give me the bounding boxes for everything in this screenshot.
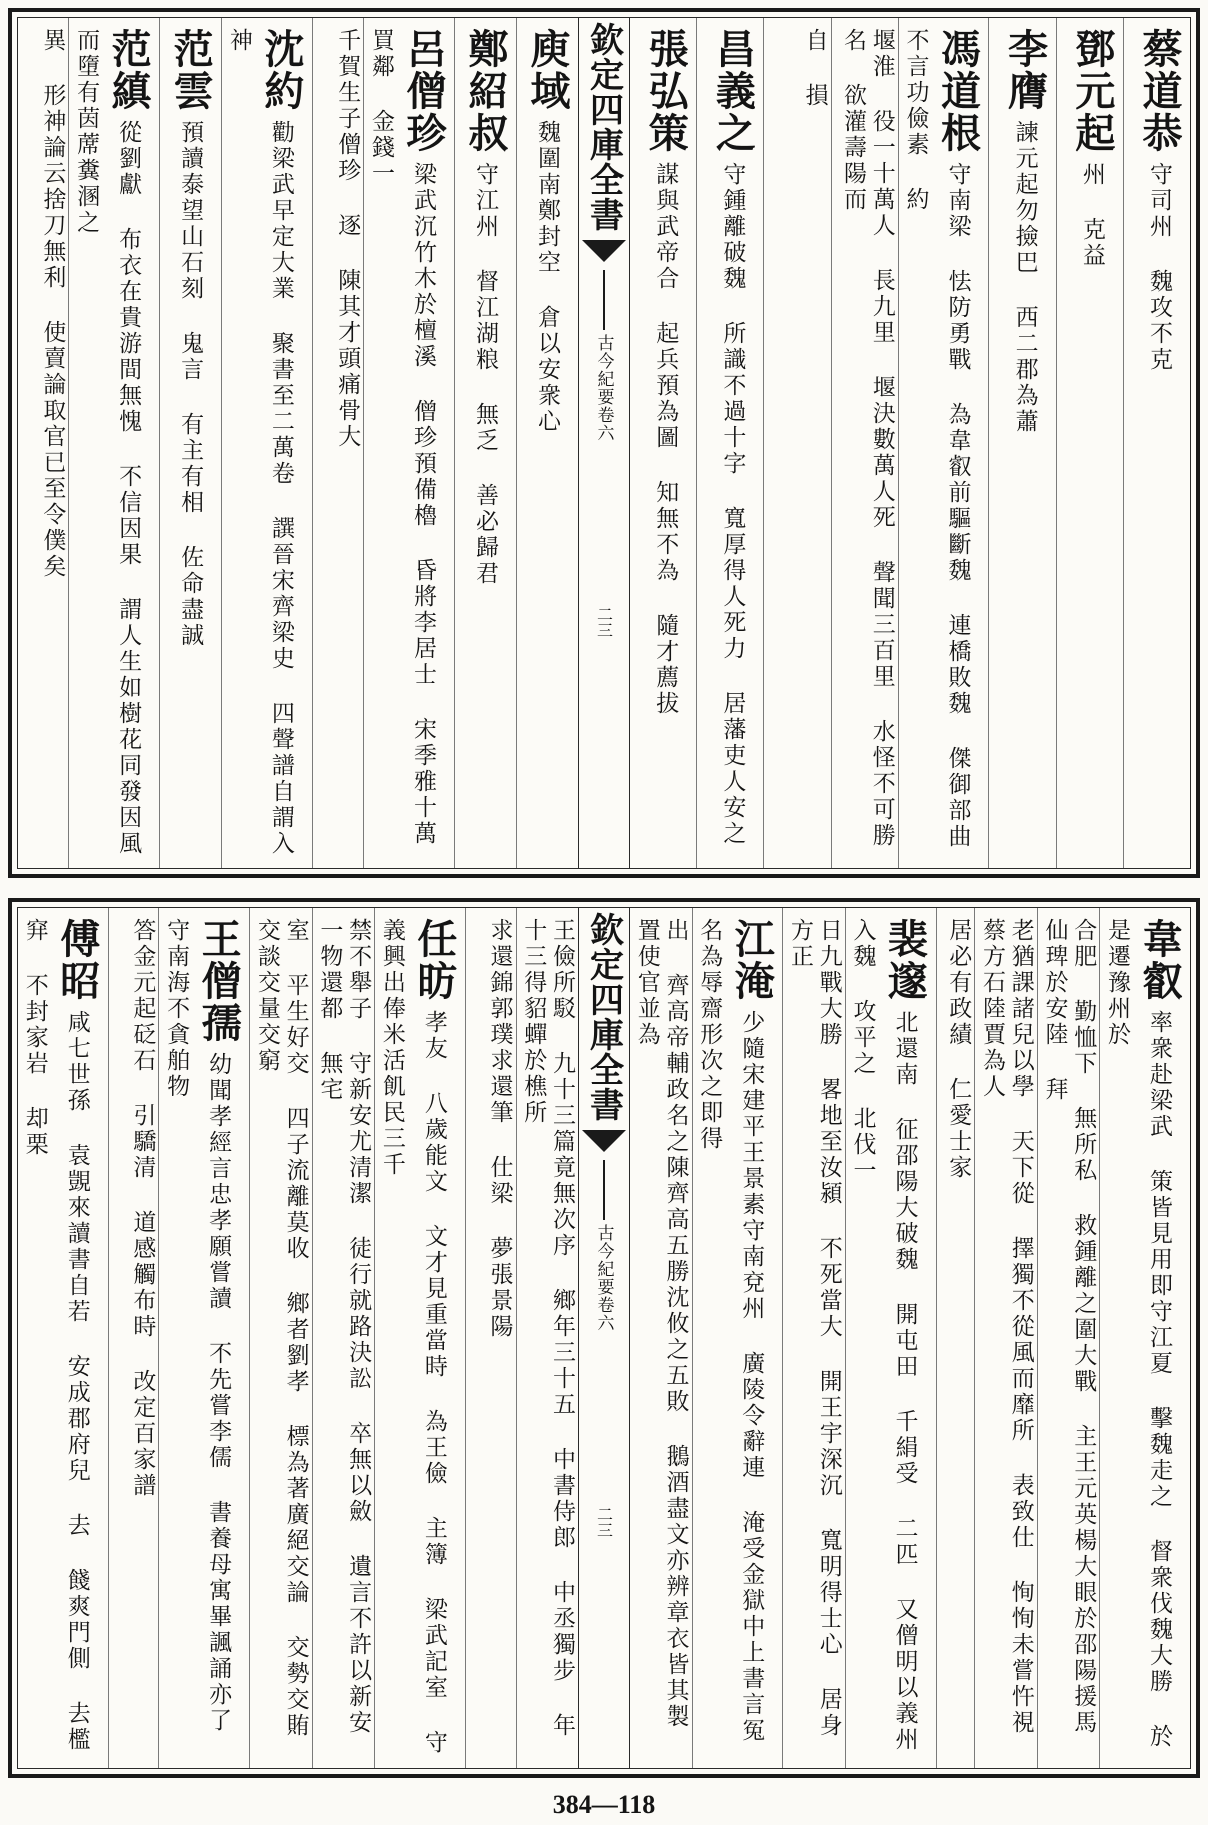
text-column [696,18,763,868]
text-column [312,908,375,1768]
text-column [159,18,221,868]
column-body-text: 梁武沉竹木於檀溪 僧珍預備櫓 昏將李居士 宋季雅十萬買鄰 金錢一 [368,28,436,847]
text-column [1123,18,1190,868]
column-body-text: 異 形神論云捨刀無利 使賣論取官已至令僕矣 [39,28,66,580]
person-heading: 庾域 [524,28,571,112]
column-body-text: 從劉獻 布衣在貴游間無愧 不信因果 謂人生如樹花同發因風而墮有茵蓆糞溷之 [73,28,142,857]
text-column [18,18,68,868]
column-body-text: 千賀生子僧珍 逐 陳其才頭痛骨大 [334,28,361,450]
column-body-text: 預讀泰望山石刻 鬼言 有主有相 佐命盡誠 [177,120,204,649]
column-body-text: 幼聞孝經言忠孝願嘗讀 不先嘗李儒 書養母寓畢諷誦亦了 守南海不貪舶物 [163,918,232,1734]
top-panel-frame [17,17,1191,869]
text-column [454,18,516,868]
page-number: 384—118 [552,1790,656,1819]
person-heading: 馮道根 [934,28,982,154]
bottom-right-half [630,908,1190,1768]
text-column [18,908,108,1768]
text-column [782,908,845,1768]
column-body-text: 孝友 八歲能文 文才見重當時 為王儉 主簿 梁武記室 守義興出俸米活飢民三千 [378,918,447,1756]
fold-folio: 二三 [594,606,614,638]
column-body-text: 求還錦郭璞求還筆 仕梁 夢張景陽 [486,918,513,1340]
top-center-fold [578,18,630,868]
fold-juan: 卷六 [593,1296,614,1332]
person-heading: 鄭紹叔 [462,28,509,154]
text-column [974,908,1037,1768]
text-column [845,908,936,1768]
column-body-text: 州 克益 [1078,162,1105,269]
column-body-text: 自 損 [801,28,828,109]
text-column [516,908,579,1768]
column-body-text: 王儉所駁 九十三篇竟無次序 鄉年三十五 中書侍郎 中丞獨步 年十三得貂蟬於樵所 [520,918,575,1739]
person-heading: 沈約 [257,28,305,112]
column-body-text: 勸梁武早定大業 聚書至二萬卷 譔晉宋齊梁史 四聲譜自謂入神 [225,28,294,857]
fold-rule [603,270,605,330]
text-column [516,18,578,868]
column-body-text: 合肥 勤恤下 無所私 救鍾離之圍大戰 主王元英楊大眼於邵陽援馬仙琕於安陸 拜 [1041,918,1097,1736]
person-heading: 張弘策 [642,28,690,154]
person-heading: 蔡道恭 [1136,28,1183,154]
bottom-panel [8,898,1200,1778]
text-column [363,18,454,868]
fold-rule [603,1160,605,1220]
text-column [249,908,312,1768]
person-heading: 任昉 [410,918,458,1002]
text-column [630,18,696,868]
column-body-text: 諫元起勿撿巴 西二郡為蕭 [1011,120,1038,435]
fold-book-title: 欽定四庫全書 [583,912,624,1122]
column-body-text: 守江州 督江湖粮 無乏 善必歸君 [472,162,498,587]
text-column [1056,18,1123,868]
column-body-text: 咸七世孫 袁覬來讀書自若 安成郡府兒 去 餞爽門側 去檻穽 不封家岩 却栗 [21,918,90,1753]
person-heading: 裴邃 [881,918,929,1002]
text-column [465,908,516,1768]
person-heading: 呂僧珍 [400,28,447,154]
column-body-text: 禁不舉子 守新安尤清潔 徒行就路決訟 卒無以斂 遺言不許以新安一物還都 無宅 [316,918,372,1736]
top-right-half [630,18,1190,868]
person-heading: 鄧元起 [1068,28,1116,154]
text-column [1037,908,1100,1768]
bottom-panel-frame [17,907,1191,1769]
column-body-text: 老猶課諸兒以學 天下從 擇獨不從風而靡所 表致仕 恂恂未嘗忤視 蔡方石陸賈為人 [979,918,1034,1736]
column-body-text: 日九戰大勝 畧地至汝潁 不死當大 開王宇深沉 寬明得士心 居身方正 [787,918,842,1739]
column-body-text: 守司州 魏攻不克 [1146,162,1172,373]
fish-tail-mark [582,1130,626,1152]
fold-folio: 二三 [594,1506,614,1538]
column-body-text: 堰淮 役一十萬人 長九里 堰決數萬人死 聲聞三百里 水怪不可勝名 欲灌壽陽而 [839,28,895,849]
fold-juan: 卷六 [593,406,614,442]
person-heading: 李膺 [1001,28,1049,112]
text-column [630,908,692,1768]
text-column [831,18,898,868]
column-body-text: 守南梁 怯防勇戰 為韋叡前驅斷魏 連橋敗魏 傑御部曲 不言功儉素 約 [902,28,971,850]
column-body-text: 謀與武帝合 起兵預為圖 知無不為 隨才薦拔 [652,162,679,717]
fish-tail-mark [582,240,626,262]
person-heading: 傅昭 [53,918,101,1002]
person-heading: 韋叡 [1136,918,1183,1002]
column-body-text: 出 齊高帝輔政名之陳齊高五勝沈攸之五敗 鵝酒盡文亦辨章衣皆其製 置使官並為 [633,918,689,1730]
column-body-text: 北還南 征邵陽大破魏 開屯田 千絹受 二匹 又僧明以義州入魏 攻平之 北伐一 [849,918,918,1753]
column-body-text: 魏圍南鄭封空 倉以安衆心 [534,120,560,435]
column-body-text: 少隨宋建平王景素守南兗州 廣陵令辭連 淹受金獄中上書言冤名為辱齋形次之即得 [696,918,765,1744]
text-column [898,18,989,868]
person-heading: 昌義之 [709,28,757,154]
person-heading: 范縝 [105,28,153,112]
text-column [936,908,975,1768]
fold-subtitle: 古今紀要 [593,1224,614,1296]
top-left-half [18,18,578,868]
person-heading: 范雲 [167,28,215,112]
column-body-text: 守鍾離破魏 所識不過十字 寬厚得人死力 居藩吏人安之 [719,162,746,847]
column-body-text: 答金元起砭石 引驕清 道感觸布時 改定百家譜 [129,918,156,1499]
text-column [692,908,783,1768]
column-body-text: 率衆赴梁武 策皆見用即守江夏 擊魏走之 督衆伐魏大勝 於是遷豫州於 [1104,918,1172,1750]
text-column [221,18,312,868]
bottom-center-fold [578,908,630,1768]
person-heading: 江淹 [728,918,776,1002]
text-column [374,908,465,1768]
bottom-left-half [18,908,578,1768]
text-column [1099,908,1190,1768]
text-column [108,908,159,1768]
text-column [988,18,1055,868]
text-column [68,18,159,868]
text-column [312,18,363,868]
text-column [158,908,249,1768]
column-body-text: 居必有政績 仁愛士家 [945,918,972,1181]
person-heading: 王僧孺 [195,918,243,1044]
fold-book-title: 欽定四庫全書 [583,22,624,232]
top-panel [8,8,1200,878]
text-column [763,18,830,868]
fold-subtitle: 古今紀要 [593,334,614,406]
column-body-text: 室 平生好交 四子流離莫收 鄉者劉孝 標為著廣絕交論 交勢交賄交談交量交窮 [253,918,309,1739]
